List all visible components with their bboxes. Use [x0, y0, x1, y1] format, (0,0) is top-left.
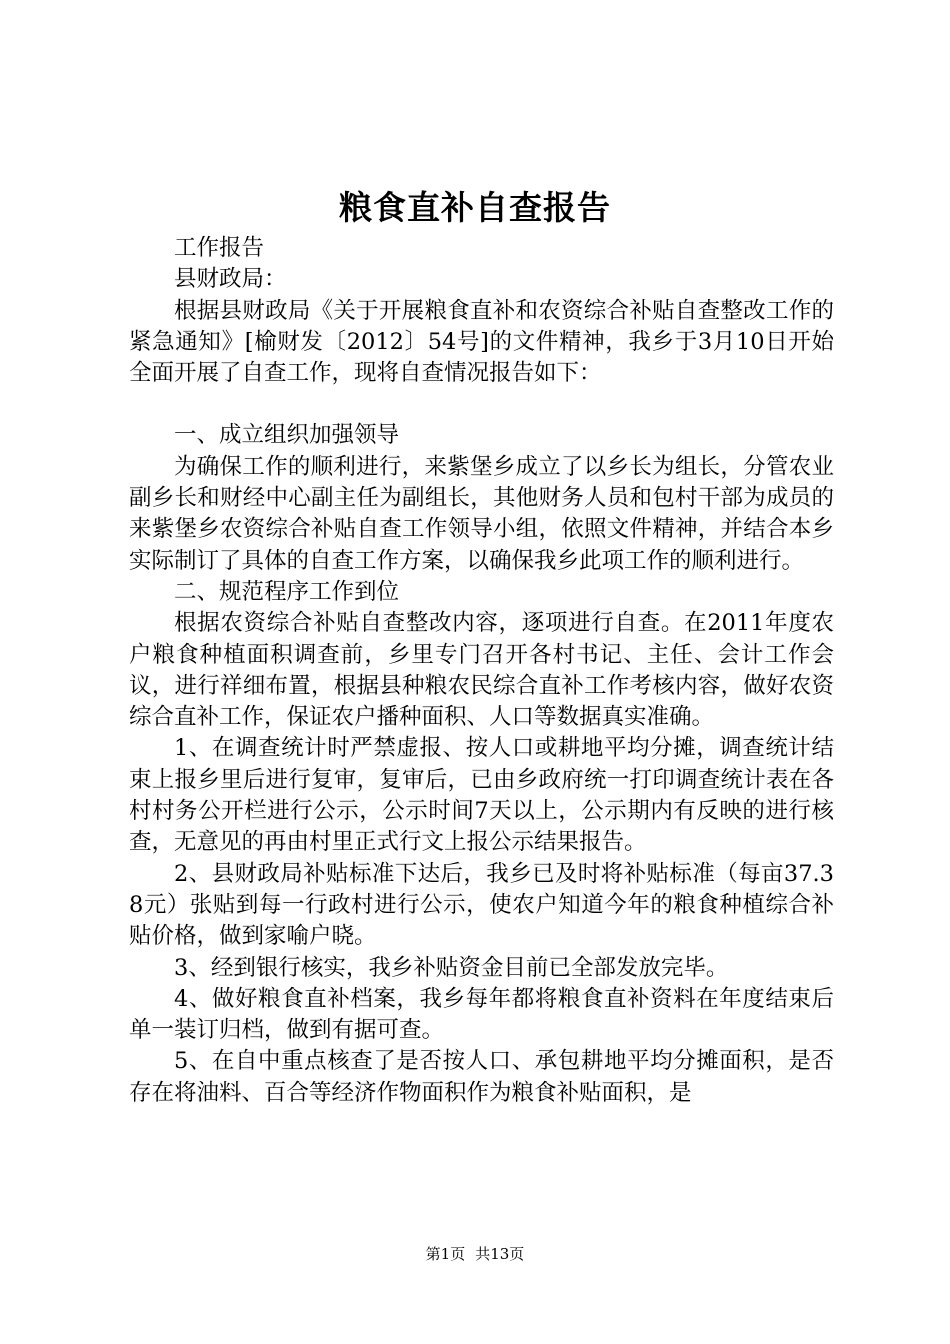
paragraph-item-4: 4、做好粮食直补档案，我乡每年都将粮食直补资料在年度结束后单一装订归档，做到有据可查。 — [129, 985, 834, 1044]
paragraph-section-2: 根据农资综合补贴自查整改内容，逐项进行自查。在2011年度农户粮食种植面积调查前，乡里专门召开各村书记、主任、会计工作会议，进行祥细布置，根据县种粮农民综合直补工作考核内容，做好农资综合直补工作，保证农户播种面积、人口等数据真实准确。 — [129, 610, 834, 731]
paragraph-item-1: 1、在调查统计时严禁虚报、按人口或耕地平均分摊，调查统计结束上报乡里后进行复审，复审后，已由乡政府统一打印调查统计表在各村村务公开栏进行公示，公示时间7天以上，公示期内有反映的进行核查，无意见的再由村里正式行文上报公示结果报告。 — [129, 735, 834, 856]
document-body — [129, 233, 834, 1109]
paragraph-item-3: 3、经到银行核实，我乡补贴资金目前已全部发放完毕。 — [174, 954, 729, 981]
page-number: 第1页 — [425, 1245, 466, 1263]
page-footer — [0, 1244, 950, 1264]
paragraph-item-2: 2、县财政局补贴标准下达后，我乡已及时将补贴标准（每亩37.38元）张贴到每一行政村进行公示，使农户知道今年的粮食种植综合补贴价格，做到家喻户晓。 — [129, 860, 834, 950]
section-heading-1: 一、成立组织加强领导 — [174, 422, 400, 449]
paragraph-section-1: 为确保工作的顺利进行，来紫堡乡成立了以乡长为组长，分管农业副乡长和财经中心副主任为副组长，其他财务人员和包村干部为成员的来紫堡乡农资综合补贴自查工作领导小组，依照文件精神，并结合本乡实际制订了具体的自查工作方案，以确保我乡此项工作的顺利进行。 — [129, 453, 834, 574]
paragraph-report-type: 工作报告 — [174, 235, 265, 261]
section-heading-2: 二、规范程序工作到位 — [174, 578, 400, 605]
paragraph-intro: 根据县财政局《关于开展粮食直补和农资综合补贴自查整改工作的紧急通知》[榆财发〔2012〕54号]的文件精神，我乡于3月10日开始全面开展了自查工作，现将自查情况报告如下： — [129, 297, 834, 387]
document-title: 粮食直补自查报告 — [339, 188, 611, 227]
paragraph-recipient: 县财政局： — [174, 266, 287, 293]
paragraph-item-5: 5、在自中重点核查了是否按人口、承包耕地平均分摊面积，是否存在将油料、百合等经济作物面积作为粮食补贴面积，是 — [129, 1048, 834, 1106]
page-total: 共13页 — [475, 1245, 525, 1263]
